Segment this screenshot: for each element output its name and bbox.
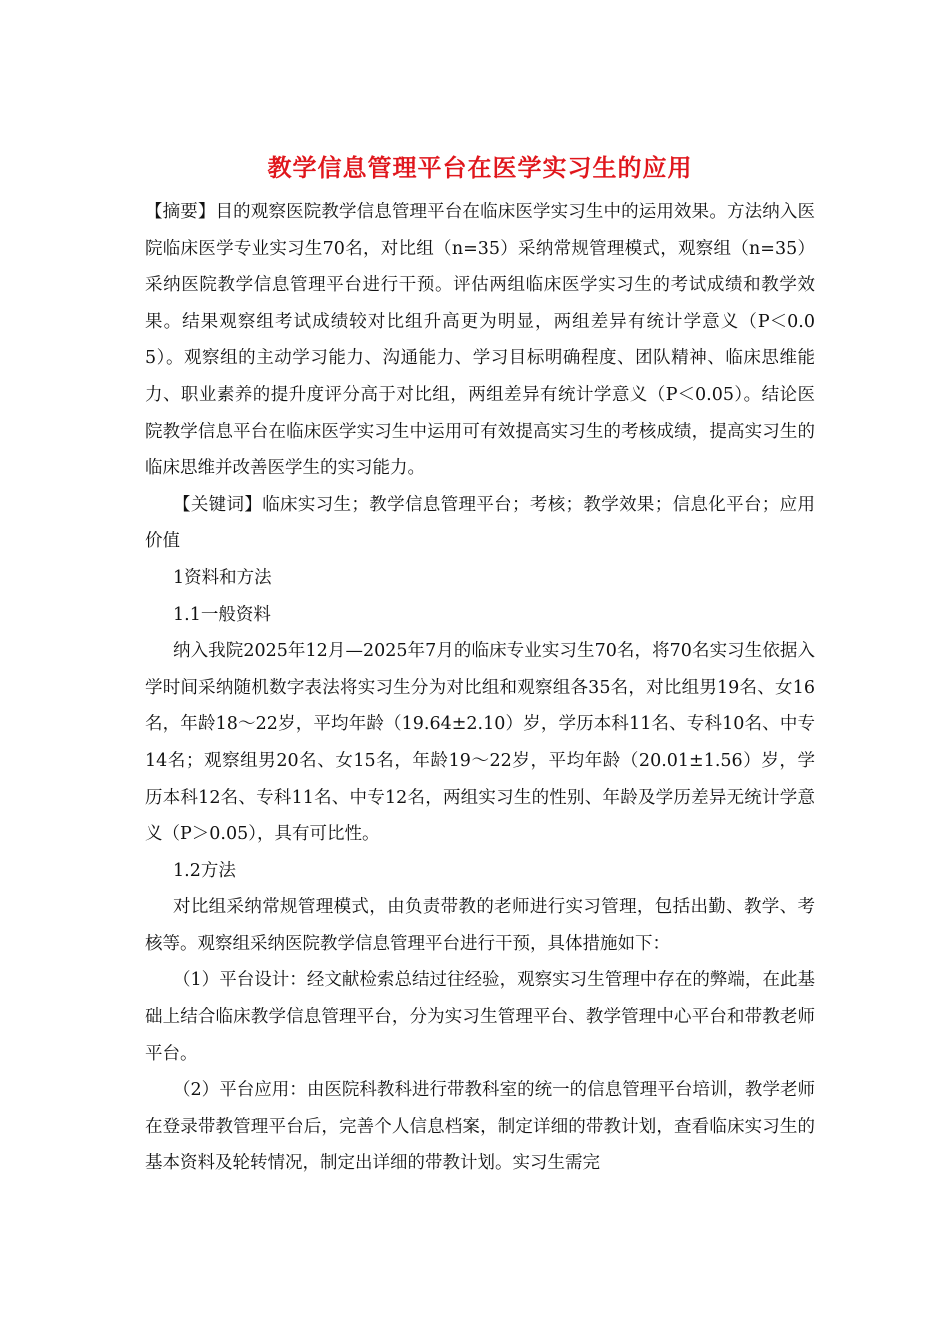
platform-design-paragraph: （1）平台设计：经文献检索总结过往经验，观察实习生管理中存在的弊端，在此基础上结合临床教学信息管理平台，分为实习生管理平台、教学管理中心平台和带教老师平台。: [145, 970, 815, 1064]
paper-title: 教学信息管理平台在医学实习生的应用: [267, 153, 693, 182]
method-paragraph: 对比组采纳常规管理模式，由负责带教的老师进行实习管理，包括出勤、教学、考核等。观察组采纳医院教学信息管理平台进行干预，具体措施如下：: [145, 897, 815, 954]
section-heading-1-1: 1.1一般资料: [173, 604, 271, 625]
general-data-paragraph: 纳入我院2025年12月—2025年7月的临床专业实习生70名，将70名实习生依据入学时间采纳随机数字表法将实习生分为对比组和观察组各35名，对比组男19名、女16名，年龄18～22岁，平均年龄（19.64±2.10）岁，学历本科11名、专科10名、中专14名；观察组男20名、女15名，年龄19～22岁，平均年龄（20.01±1.56）岁，学历本科12名、专科11名、中专12名，两组实习生的性别、年龄及学历差异无统计学意义（P＞0.05），具有可比性。: [145, 641, 815, 845]
keywords-paragraph: 【关键词】临床实习生；教学信息管理平台；考核；教学效果；信息化平台；应用价值: [145, 494, 815, 552]
abstract-paragraph: 【摘要】目的观察医院教学信息管理平台在临床医学实习生中的运用效果。方法纳入医院临床医学专业实习生70名，对比组（n=35）采纳常规管理模式，观察组（n=35）采纳医院教学信息管理平台进行干预。评估两组临床医学实习生的考试成绩和教学效果。结果观察组考试成绩较对比组升高更为明显，两组差异有统计学意义（P＜0.05）。观察组的主动学习能力、沟通能力、学习目标明确程度、团队精神、临床思维能力、职业素养的提升度评分高于对比组，两组差异有统计学意义（P＜0.05）。结论医院教学信息平台在临床医学实习生中运用可有效提高实习生的考核成绩，提高实习生的临床思维并改善医学生的实习能力。: [145, 202, 815, 479]
section-heading-1: 1资料和方法: [173, 567, 272, 588]
platform-application-paragraph: （2）平台应用：由医院科教科进行带教科室的统一的信息管理平台培训，教学老师在登录带教管理平台后，完善个人信息档案，制定详细的带教计划，查看临床实习生的基本资料及轮转情况，制定出详细的带教计划。实习生需完: [145, 1080, 815, 1174]
section-heading-1-2: 1.2方法: [173, 860, 236, 881]
document-page: [145, 150, 815, 1182]
